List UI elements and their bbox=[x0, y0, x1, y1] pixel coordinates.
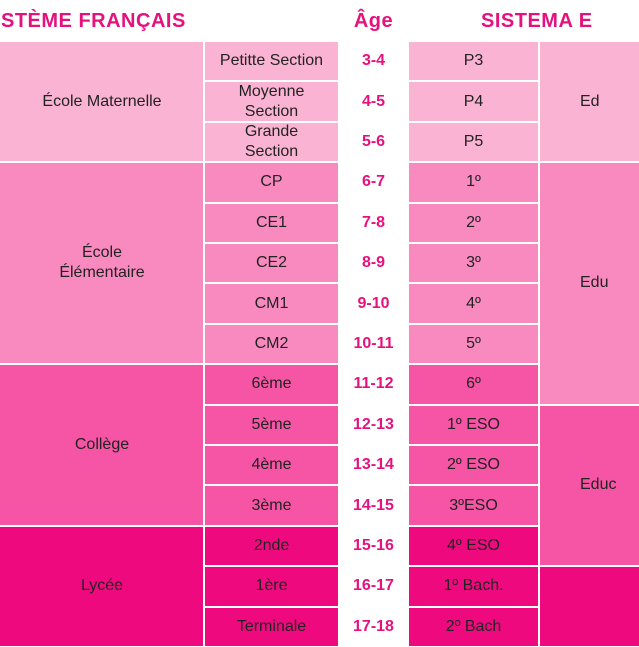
age-cell: 11-12 bbox=[340, 365, 407, 403]
french-class-cell: CE2 bbox=[205, 244, 338, 282]
age-cell: 16-17 bbox=[340, 567, 407, 605]
french-class-cell: CP bbox=[205, 163, 338, 201]
spanish-course-cell: 4º ESO bbox=[409, 527, 538, 565]
age-cell: 10-11 bbox=[340, 325, 407, 363]
spanish-course-cell: 1º ESO bbox=[409, 406, 538, 444]
spanish-course-cell: 4º bbox=[409, 284, 538, 322]
spanish-course-cell: 5º bbox=[409, 325, 538, 363]
age-cell: 14-15 bbox=[340, 486, 407, 524]
spanish-course-cell: 2º ESO bbox=[409, 446, 538, 484]
header-age: Âge bbox=[340, 1, 407, 40]
french-class-cell: 4ème bbox=[205, 446, 338, 484]
spanish-course-cell: P5 bbox=[409, 123, 538, 161]
spanish-course-cell: 1º Bach. bbox=[409, 567, 538, 605]
header-french-system: STÈME FRANÇAIS bbox=[0, 1, 338, 40]
french-class-cell: Petitte Section bbox=[205, 42, 338, 80]
french-class-cell: CM2 bbox=[205, 325, 338, 363]
age-cell: 8-9 bbox=[340, 244, 407, 282]
age-cell: 3-4 bbox=[340, 42, 407, 80]
french-stage: École Maternelle bbox=[0, 42, 203, 161]
age-cell: 5-6 bbox=[340, 123, 407, 161]
spanish-stage: Educ bbox=[540, 406, 639, 566]
french-class-cell: 3ème bbox=[205, 486, 338, 524]
spanish-stage: Edu bbox=[540, 163, 639, 403]
spanish-course-cell: 6º bbox=[409, 365, 538, 403]
french-class-cell: Moyenne Section bbox=[205, 82, 338, 120]
age-cell: 9-10 bbox=[340, 284, 407, 322]
spanish-course-cell: 1º bbox=[409, 163, 538, 201]
spanish-course-cell: 3º bbox=[409, 244, 538, 282]
spanish-stage: Ed bbox=[540, 42, 639, 161]
age-cell: 6-7 bbox=[340, 163, 407, 201]
spanish-course-cell: P4 bbox=[409, 82, 538, 120]
french-stage: Lycée bbox=[0, 527, 203, 646]
french-stage: Collège bbox=[0, 365, 203, 525]
spanish-course-cell: 3ºESO bbox=[409, 486, 538, 524]
age-cell: 17-18 bbox=[340, 608, 407, 646]
age-cell: 12-13 bbox=[340, 406, 407, 444]
spanish-course-cell: P3 bbox=[409, 42, 538, 80]
spanish-stage bbox=[540, 567, 639, 646]
header-spanish-system: SISTEMA E bbox=[409, 1, 639, 40]
french-class-cell: 5ème bbox=[205, 406, 338, 444]
french-class-cell: CE1 bbox=[205, 204, 338, 242]
french-class-cell: CM1 bbox=[205, 284, 338, 322]
age-cell: 4-5 bbox=[340, 82, 407, 120]
age-cell: 15-16 bbox=[340, 527, 407, 565]
age-cell: 7-8 bbox=[340, 204, 407, 242]
french-class-cell: 2nde bbox=[205, 527, 338, 565]
french-class-cell: 1ère bbox=[205, 567, 338, 605]
spanish-course-cell: 2º bbox=[409, 204, 538, 242]
french-class-cell: Grande Section bbox=[205, 123, 338, 161]
french-class-cell: Terminale bbox=[205, 608, 338, 646]
spanish-course-cell: 2º Bach bbox=[409, 608, 538, 646]
age-cell: 13-14 bbox=[340, 446, 407, 484]
french-stage: École Élémentaire bbox=[0, 163, 203, 363]
french-class-cell: 6ème bbox=[205, 365, 338, 403]
